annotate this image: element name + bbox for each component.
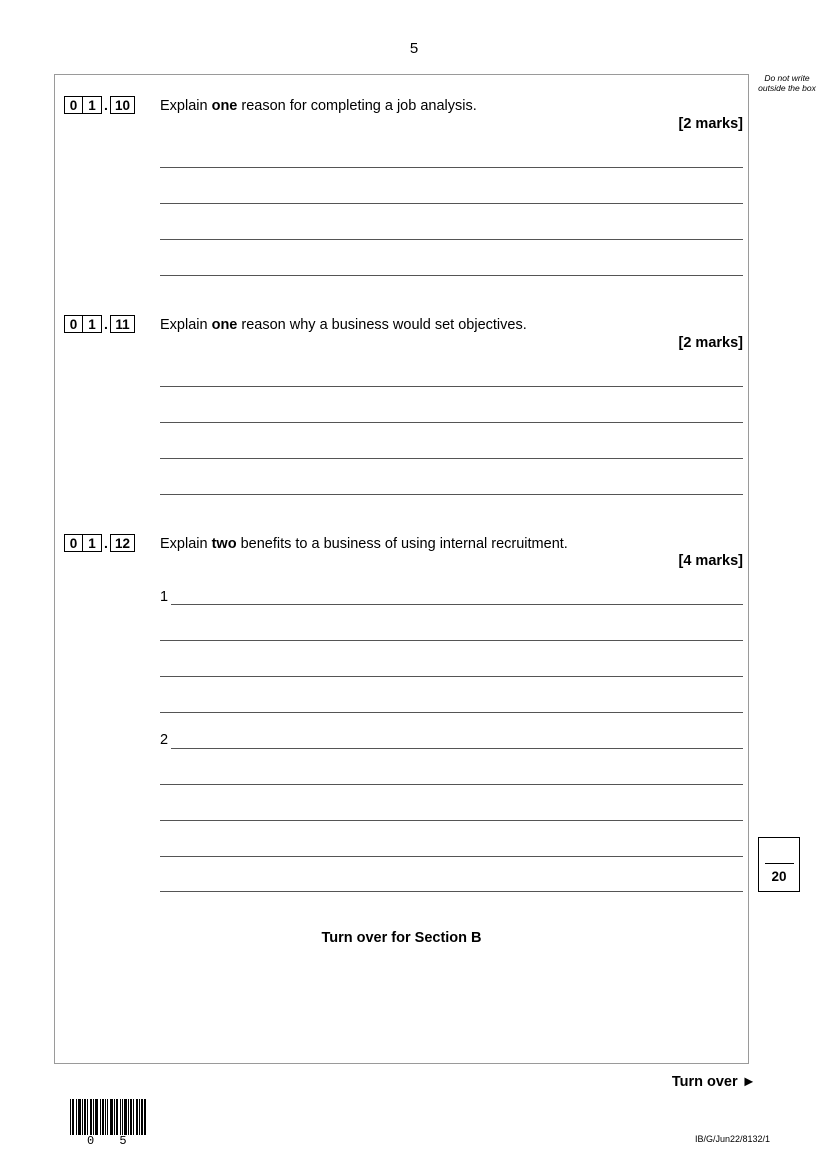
margin-note: Do not write outside the box: [758, 73, 816, 93]
answer-line[interactable]: [160, 239, 743, 240]
barcode-digits: 0 5: [87, 1134, 136, 1148]
answer-line[interactable]: [171, 604, 743, 605]
paper-reference: IB/G/Jun22/8132/1: [694, 1134, 770, 1144]
marks-total: 20: [771, 869, 787, 884]
question-digit: 0: [64, 534, 83, 552]
answer-line[interactable]: [160, 784, 743, 785]
answer-line[interactable]: [160, 422, 743, 423]
answer-line[interactable]: [160, 891, 743, 892]
question-digit: 0: [64, 315, 83, 333]
question-digit: 1: [83, 315, 102, 333]
question-number-01-11: [64, 314, 135, 334]
emphasis: one: [211, 317, 238, 333]
question-part: 11: [110, 315, 135, 333]
answer-line[interactable]: [160, 458, 743, 459]
emphasis: two: [211, 536, 237, 552]
score-rule: [765, 863, 794, 864]
question-part: 12: [110, 534, 135, 552]
marks-label-01-12: [4 marks]: [678, 553, 743, 569]
marks-total-box: [758, 837, 800, 892]
answer-line[interactable]: [160, 712, 743, 713]
barcode-image: [70, 1099, 146, 1135]
answer-line[interactable]: [160, 494, 743, 495]
question-number-01-10: [64, 95, 135, 115]
question-digit: 1: [83, 534, 102, 552]
answer-label-2: 2: [160, 732, 169, 748]
question-part: 10: [110, 96, 135, 114]
question-text-01-10: Explain one reason for completing a job analysis.: [160, 98, 477, 114]
answer-line[interactable]: [160, 386, 743, 387]
question-separator: .: [104, 535, 108, 551]
page-number: 5: [409, 40, 419, 57]
marks-label-01-11: [2 marks]: [678, 335, 743, 351]
answer-label-1: 1: [160, 589, 169, 605]
question-text-01-11: Explain one reason why a business would set objectives.: [160, 317, 527, 333]
marks-label-01-10: [2 marks]: [678, 116, 743, 132]
answer-line[interactable]: [160, 676, 743, 677]
answer-line[interactable]: [160, 820, 743, 821]
answer-line[interactable]: [160, 275, 743, 276]
answer-line[interactable]: [160, 167, 743, 168]
question-number-01-12: [64, 533, 135, 553]
question-digit: 1: [83, 96, 102, 114]
turn-over-label: Turn over ►: [671, 1074, 756, 1090]
answer-line[interactable]: [160, 203, 743, 204]
emphasis: one: [211, 98, 238, 114]
question-separator: .: [104, 97, 108, 113]
question-digit: 0: [64, 96, 83, 114]
question-text-01-12: Explain two benefits to a business of using internal recruitment.: [160, 536, 568, 552]
answer-line[interactable]: [171, 748, 743, 749]
question-separator: .: [104, 316, 108, 332]
answer-line[interactable]: [160, 640, 743, 641]
answer-area-border: [54, 74, 749, 1064]
section-notice: Turn over for Section B: [321, 930, 482, 946]
answer-line[interactable]: [160, 856, 743, 857]
